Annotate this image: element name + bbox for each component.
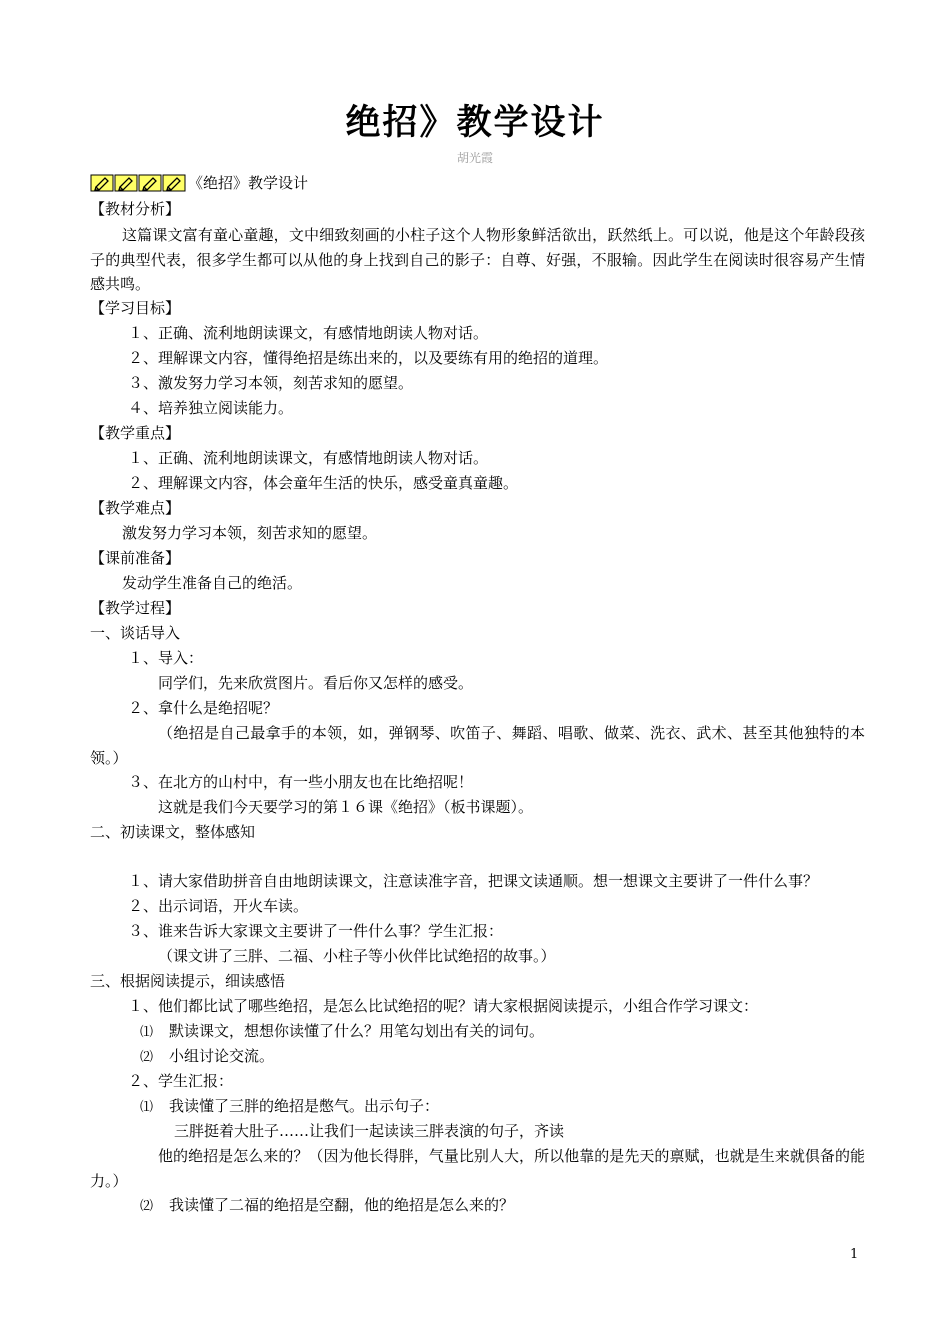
pencil-icon: [115, 175, 137, 191]
step-heading: 三、根据阅读提示，细读感悟: [90, 972, 286, 990]
sub-list-item: [140, 1095, 439, 1119]
list-item: ４、培养独立阅读能力。: [128, 399, 294, 417]
sub-list-text: 小组讨论交流。: [169, 1047, 275, 1065]
sub-list-number: ⑵: [140, 1050, 154, 1065]
list-item: １、他们都比试了哪些绝招，是怎么比试绝招的呢？请大家根据阅读提示，小组合作学习课文：: [128, 997, 759, 1015]
pencil-icon: [91, 175, 113, 191]
step-heading: 二、初读课文，整体感知: [90, 823, 256, 841]
list-item: １、导入：: [128, 649, 204, 667]
sub-list-text: 我读懂了三胖的绝招是憋气。出示句子：: [169, 1097, 440, 1115]
header-line: [90, 172, 308, 198]
list-item: ２、拿什么是绝招呢？: [128, 699, 279, 717]
sub-list-item: [140, 1045, 274, 1069]
sub-list-number: ⑴: [140, 1025, 154, 1040]
section-heading: 【教学过程】: [90, 599, 181, 617]
page-number: 1: [850, 1247, 859, 1262]
section-heading: 【教学重点】: [90, 424, 181, 442]
pencil-icon-group: [90, 174, 186, 198]
list-item: ３、在北方的山村中，有一些小朋友也在比绝招呢！: [128, 773, 474, 791]
list-item: １、请大家借助拼音自由地朗读课文，注意读准字音，把课文读通顺。想一想课文主要讲了一件什么事？: [128, 872, 819, 890]
section-heading: 【教材分析】: [90, 200, 181, 218]
paragraph: 激发努力学习本领，刻苦求知的愿望。: [122, 524, 378, 542]
paragraph-jiaocai: 这篇课文富有童心童趣，文中细致刻画的小柱子这个人物形象鲜活欲出，跃然纸上。可以说，他是这个年龄段孩子的典型代表，很多学生都可以从他的身上找到自己的影子：自尊、好强，不服输。因此学生在阅读时很容易产生情感共鸣。: [90, 226, 865, 293]
sub-list-item: [140, 1194, 514, 1218]
paragraph: 这就是我们今天要学习的第１６课《绝招》（板书课题）。: [158, 798, 534, 816]
list-item: ２、理解课文内容，懂得绝招是练出来的，以及要练有用的绝招的道理。: [128, 349, 609, 367]
paragraph: （绝招是自己最拿手的本领，如，弹钢琴、吹笛子、舞蹈、唱歌、做菜、洗衣、武术、甚至其他独特的本领。）: [90, 724, 865, 767]
page-title: 绝招》教学设计: [345, 103, 605, 143]
sub-list-text: 我读懂了二福的绝招是空翻，他的绝招是怎么来的？: [169, 1196, 515, 1214]
list-item: ３、激发努力学习本领，刻苦求知的愿望。: [128, 374, 414, 392]
list-item: ２、理解课文内容，体会童年生活的快乐，感受童真童趣。: [128, 474, 519, 492]
list-item: ３、谁来告诉大家课文主要讲了一件什么事？学生汇报：: [128, 922, 504, 940]
sub-list-item: [140, 1020, 544, 1044]
sub-list-number: ⑴: [140, 1100, 154, 1115]
sub-list-text: 默读课文，想想你读懂了什么？用笔勾划出有关的词句。: [169, 1022, 545, 1040]
author-name: 胡光霞: [456, 151, 493, 165]
paragraph: （课文讲了三胖、二福、小柱子等小伙伴比试绝招的故事。）: [158, 947, 556, 965]
paragraph: 发动学生准备自己的绝活。: [122, 574, 303, 592]
quoted-sentence: 三胖挺着大肚子……让我们一起读读三胖表演的句子，齐读: [174, 1122, 565, 1140]
pencil-icon: [163, 175, 185, 191]
list-item: ２、出示词语，开火车读。: [128, 897, 309, 915]
header-line-text: 《绝招》教学设计: [188, 174, 309, 192]
list-item: ２、学生汇报：: [128, 1072, 234, 1090]
section-heading: 【学习目标】: [90, 299, 181, 317]
pencil-icon: [139, 175, 161, 191]
step-heading: 一、谈话导入: [90, 624, 181, 642]
section-heading: 【课前准备】: [90, 549, 181, 567]
list-item: １、正确、流利地朗读课文，有感情地朗读人物对话。: [128, 449, 489, 467]
section-heading: 【教学难点】: [90, 499, 181, 517]
sub-list-number: ⑵: [140, 1199, 154, 1214]
paragraph: 他的绝招是怎么来的？（因为他长得胖，气量比别人大，所以他靠的是先天的禀赋，也就是生来就俱备的能力。）: [90, 1147, 865, 1190]
list-item: １、正确、流利地朗读课文，有感情地朗读人物对话。: [128, 324, 489, 342]
paragraph: 同学们，先来欣赏图片。看后你又怎样的感受。: [158, 674, 474, 692]
